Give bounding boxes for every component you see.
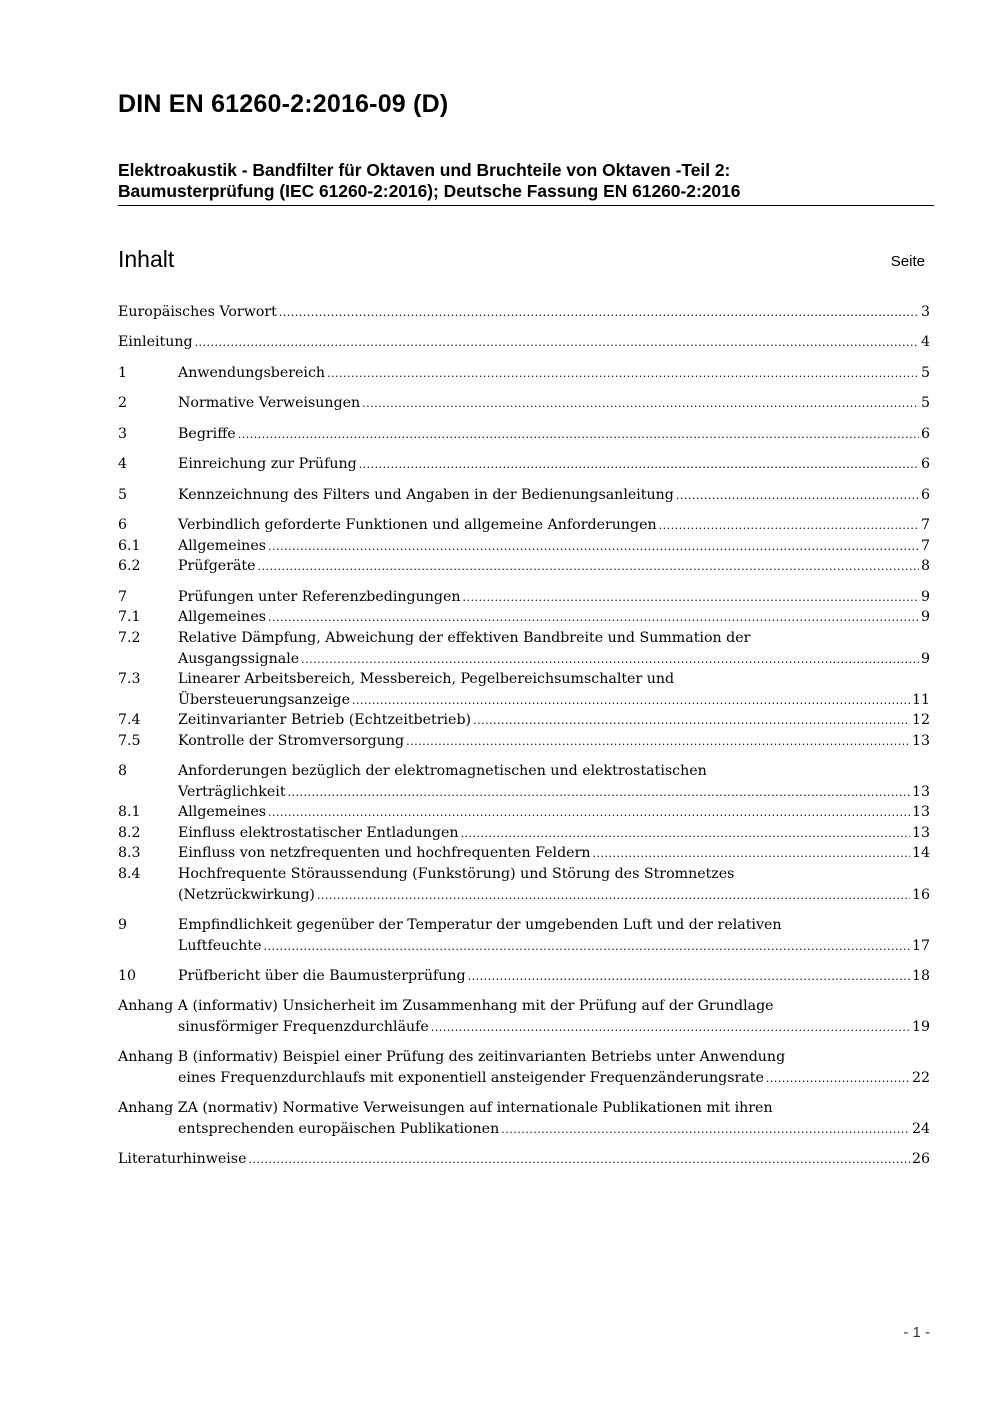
page-column-label: Seite [890, 253, 925, 270]
toc-entry[interactable] [118, 556, 930, 578]
toc-entry-number: 6 [118, 517, 128, 533]
toc-entry-page: 13 [911, 804, 930, 820]
toc-entry[interactable] [118, 966, 930, 988]
toc-entry-page: 6 [920, 456, 930, 472]
toc-entry-title: Ausgangssignale [178, 650, 300, 667]
subtitle-line-1: Elektroakustik - Bandfilter für Oktaven und Bruchteile von Oktaven -Teil 2: [118, 160, 731, 180]
toc-leader-dots [359, 454, 919, 476]
toc-entry-number: 7.2 [118, 630, 141, 646]
toc-entry-page: 14 [911, 845, 930, 861]
toc-entry-number: 8.2 [118, 825, 141, 841]
toc-entry-title: Allgemeines [178, 538, 266, 554]
toc-entry-title: Prüfungen unter Referenzbedingungen [178, 589, 461, 605]
toc-entry-number: 8 [118, 763, 128, 779]
toc-entry-page: 9 [920, 609, 930, 625]
toc-leader-dots [406, 731, 910, 753]
toc-entry-title: Literaturhinweise [118, 1151, 247, 1167]
toc-entry-title-line: Hochfrequente Störaussendung (Funkstörung) und Störung des Stromnetzes [178, 866, 735, 882]
toc-entry-number: 1 [118, 365, 128, 381]
toc-entry-page: 4 [920, 334, 930, 350]
toc-entry-title: Begriffe [178, 426, 236, 442]
toc-entry-title-line: Linearer Arbeitsbereich, Messbereich, Pegelbereichsumschalter und [178, 671, 675, 687]
toc-entry-title-line: Anhang ZA (normativ) Normative Verweisungen auf internationale Publikationen mit ihren [118, 1100, 773, 1116]
toc-leader-dots [766, 1068, 910, 1090]
toc-entry[interactable] [118, 761, 930, 803]
toc-entry-number: 8.1 [118, 804, 141, 820]
toc-entry-title: Einfluss elektrostatischer Entladungen [178, 825, 459, 841]
toc-entry-page: 5 [920, 395, 930, 411]
toc-entry-page: 6 [920, 426, 930, 442]
toc-entry-title: Allgemeines [178, 804, 266, 820]
toc-entry-page: 18 [911, 968, 930, 984]
toc-leader-dots [676, 485, 919, 507]
toc-entry-title: Kontrolle der Stromversorgung [178, 733, 405, 749]
toc-entry-title: Einreichung zur Prüfung [178, 456, 357, 472]
toc-entry-title-line: Anhang A (informativ) Unsicherheit im Zusammenhang mit der Prüfung auf der Grundlage [118, 998, 774, 1014]
toc-entry-title-line: Relative Dämpfung, Abweichung der effektiven Bandbreite und Summation der [178, 630, 751, 646]
toc-heading: Inhalt [118, 246, 175, 272]
toc-entry-page: 8 [920, 558, 930, 574]
toc-leader-dots [279, 302, 919, 324]
toc-entry-title-line: Anhang B (informativ) Beispiel einer Prüfung des zeitinvarianten Betriebs unter Anwendung [118, 1049, 786, 1065]
toc-entry[interactable] [118, 1149, 930, 1171]
toc-entry-page: 13 [911, 733, 930, 749]
toc-entry-page: 11 [911, 691, 930, 708]
toc-entry-number: 6.1 [118, 538, 141, 554]
toc-entry[interactable] [118, 607, 930, 629]
toc-entry-page: 26 [911, 1151, 930, 1167]
toc-entry[interactable] [118, 515, 930, 537]
document-subtitle [118, 160, 934, 206]
toc-entry-page: 13 [911, 825, 930, 841]
toc-entry-page: 22 [911, 1069, 930, 1086]
toc-entry[interactable] [118, 802, 930, 824]
document-title: DIN EN 61260-2:2016-09 (D) [118, 90, 449, 118]
toc-entry-page: 12 [911, 712, 930, 728]
toc-entry-number: 7.5 [118, 733, 141, 749]
toc-entry[interactable] [118, 332, 930, 354]
toc-entry[interactable] [118, 1098, 930, 1140]
toc-entry[interactable] [118, 454, 930, 476]
toc-entry-title-line: Empfindlichkeit gegenüber der Temperatur der umgebenden Luft und der relativen [178, 917, 782, 933]
toc-entry-title: Prüfbericht über die Baumusterprüfung [178, 968, 466, 984]
toc-leader-dots [659, 515, 919, 537]
toc-leader-dots [327, 363, 919, 385]
toc-entry[interactable] [118, 731, 930, 753]
toc-leader-dots [352, 690, 910, 712]
toc-entry[interactable] [118, 485, 930, 507]
toc-entry[interactable] [118, 1047, 930, 1089]
toc-entry-title: Prüfgeräte [178, 558, 256, 574]
toc-entry-title: Einfluss von netzfrequenten und hochfrequenten Feldern [178, 845, 591, 861]
toc-entry[interactable] [118, 393, 930, 415]
toc-entry[interactable] [118, 915, 930, 957]
toc-entry[interactable] [118, 996, 930, 1038]
toc-entry-page: 6 [920, 487, 930, 503]
toc-entry-page: 19 [911, 1018, 930, 1035]
toc-entry-number: 4 [118, 456, 128, 472]
toc-leader-dots [268, 607, 919, 629]
toc-leader-dots [268, 802, 910, 824]
toc-entry-number: 7.4 [118, 712, 141, 728]
toc-entry-number: 5 [118, 487, 128, 503]
toc-entry-title: Verbindlich geforderte Funktionen und allgemeine Anforderungen [178, 517, 657, 533]
toc-entry-number: 8.4 [118, 866, 141, 882]
toc-entry-number: 7.1 [118, 609, 141, 625]
toc-entry-number: 9 [118, 917, 128, 933]
toc-leader-dots [593, 843, 910, 865]
subtitle-line-2: Baumusterprüfung (IEC 61260-2:2016); Deutsche Fassung EN 61260-2:2016 [118, 181, 741, 201]
toc-leader-dots [431, 1017, 910, 1039]
toc-leader-dots [468, 966, 910, 988]
toc-entry[interactable] [118, 536, 930, 558]
toc-entry-page: 9 [920, 589, 930, 605]
toc-entry-page: 3 [920, 304, 930, 320]
toc-entry-page: 9 [920, 650, 930, 667]
toc-entry-title: Verträglichkeit [178, 783, 286, 800]
toc-entry-page: 17 [911, 937, 930, 954]
toc-entry-title: Luftfeuchte [178, 937, 262, 954]
toc-entry-title: Allgemeines [178, 609, 266, 625]
toc-leader-dots [195, 332, 919, 354]
toc-entry[interactable] [118, 363, 930, 385]
toc-entry[interactable] [118, 587, 930, 609]
toc-entry-page: 13 [911, 783, 930, 800]
toc-entry[interactable] [118, 710, 930, 732]
toc-entry[interactable] [118, 823, 930, 845]
toc-leader-dots [288, 782, 910, 804]
toc-entry-number: 10 [118, 968, 137, 984]
toc-entry-page: 24 [911, 1120, 930, 1137]
toc-entry-title: Übersteuerungsanzeige [178, 691, 351, 708]
toc-entry-page: 5 [920, 365, 930, 381]
toc-entry-page: 7 [920, 517, 930, 533]
toc-entry[interactable] [118, 628, 930, 670]
toc-entry[interactable] [118, 424, 930, 446]
toc-leader-dots [473, 710, 910, 732]
toc-entry-title: Europäisches Vorwort [118, 304, 277, 320]
toc-entry-title: Anwendungsbereich [178, 365, 326, 381]
toc-leader-dots [461, 823, 910, 845]
toc-entry-number: 6.2 [118, 558, 141, 574]
toc-entry-title: entsprechenden europäischen Publikationen [178, 1120, 500, 1137]
toc-leader-dots [268, 536, 919, 558]
toc-leader-dots [248, 1149, 909, 1171]
toc-entry-title: Einleitung [118, 334, 193, 350]
toc-leader-dots [317, 885, 910, 907]
toc-entry-number: 7.3 [118, 671, 141, 687]
toc-entry[interactable] [118, 864, 930, 906]
toc-entry-title: Kennzeichnung des Filters und Angaben in der Bedienungsanleitung [178, 487, 674, 503]
toc-leader-dots [362, 393, 919, 415]
toc-leader-dots [263, 936, 909, 958]
toc-leader-dots [501, 1119, 910, 1141]
toc-entry-title: (Netzrückwirkung) [178, 886, 315, 903]
toc-leader-dots [258, 556, 919, 578]
toc-entry-page: 7 [920, 538, 930, 554]
toc-leader-dots [463, 587, 919, 609]
toc-entry-number: 8.3 [118, 845, 141, 861]
toc-entry[interactable] [118, 669, 930, 711]
toc-entry-number: 3 [118, 426, 128, 442]
toc-entry-page: 16 [911, 886, 930, 903]
toc-entry-title: eines Frequenzdurchlaufs mit exponentiell ansteigender Frequenzänderungsrate [178, 1069, 764, 1086]
toc-entry-title-line: Anforderungen bezüglich der elektromagnetischen und elektrostatischen [178, 763, 707, 779]
page-number-footer: - 1 - [903, 1324, 930, 1341]
toc-entry-number: 7 [118, 589, 128, 605]
toc-entry[interactable] [118, 302, 930, 324]
toc-entry-title: Normative Verweisungen [178, 395, 361, 411]
toc-entry-title: sinusförmiger Frequenzdurchläufe [178, 1018, 429, 1035]
toc-leader-dots [301, 649, 919, 671]
toc-entry[interactable] [118, 843, 930, 865]
toc-entry-number: 2 [118, 395, 128, 411]
toc-leader-dots [238, 424, 919, 446]
toc-entry-title: Zeitinvarianter Betrieb (Echtzeitbetrieb) [178, 712, 472, 728]
